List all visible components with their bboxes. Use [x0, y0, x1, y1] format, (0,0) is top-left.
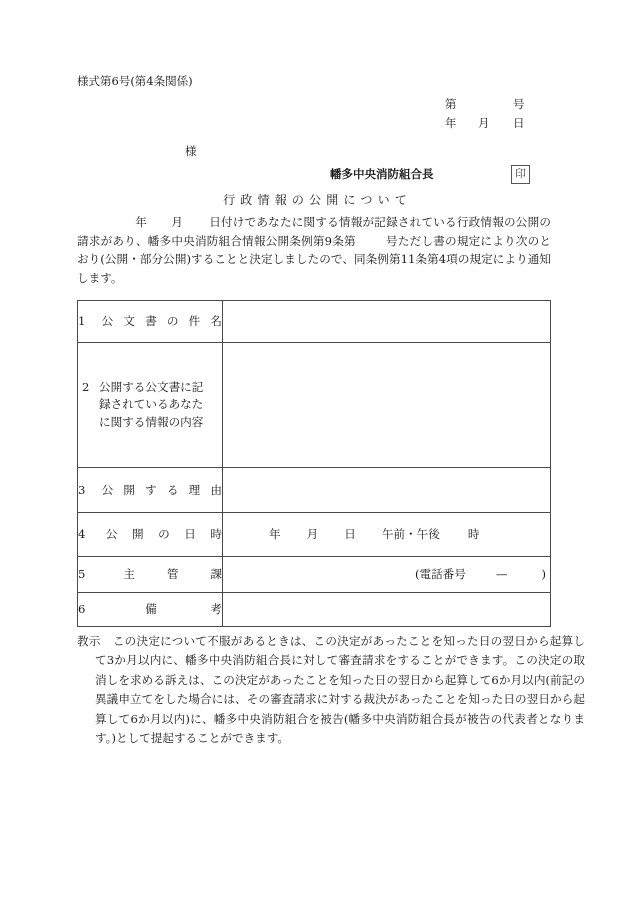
disclosure-month: 月: [306, 527, 319, 541]
instructions-block: [77, 632, 585, 748]
disclosure-year: 年: [269, 527, 281, 541]
row-label-bikou: [78, 593, 223, 627]
row-label-text: 公開の日時: [91, 527, 222, 541]
row-value-nichiji[interactable]: [223, 513, 551, 557]
issue-date-year: 年: [445, 116, 457, 130]
issuer-name: 幡多中央消防組合長: [330, 167, 434, 181]
disclosure-day: 日: [344, 527, 356, 541]
row-value-bikou[interactable]: [223, 593, 551, 627]
row-number: 3: [78, 482, 86, 497]
row-value-riyuu[interactable]: [223, 468, 551, 513]
row-value-shokan-ka[interactable]: [223, 557, 551, 593]
body-paragraph: [77, 213, 551, 287]
body-main-text: 日付けであなたに関する情報が記録されている行政情報の公開の請求があり、幡多中央消防組合情報公開条例第9条第: [77, 215, 551, 248]
instructions-label: 教示: [77, 634, 101, 648]
body-date-month: 月: [171, 215, 183, 229]
form-table: [77, 300, 551, 627]
document-number-prefix: 第: [445, 97, 457, 111]
instructions-text: この決定について不服があるときは、この決定があったことを知った日の翌日から起算して3か月以内に、幡多中央消防組合長に対して審査請求をすることができます。この決定の取消しを求める訴えは、この決定があったことを知った日の翌日から起算して6か月以内(前記の異議申立てをした場合には、その審査請求に対する裁決があったことを知った日の翌日から起算して6か月以内)に、幡多中央消防組合を被告(幡多中央消防組合長が被告の代表者となります。)として提起することができます。: [95, 634, 585, 746]
row-value-kenmei[interactable]: [223, 301, 551, 343]
table-row: [78, 593, 551, 627]
table-row: [78, 468, 551, 513]
form-number: 様式第6号(第4条関係): [77, 74, 193, 88]
row-number: 5: [78, 567, 86, 581]
row-label-line-3: に関する情報の内容: [99, 414, 204, 429]
row-number: 2: [82, 379, 90, 394]
row-label-text: 公文書の件名: [91, 314, 222, 328]
telephone-label: (電話番号: [414, 567, 466, 581]
disclosure-hour: 時: [467, 527, 480, 541]
issue-date-month: 月: [478, 116, 490, 130]
addressee-honorific: 様: [185, 144, 197, 158]
row-label-shokan-ka: [78, 557, 223, 593]
body-clause-tail: 号ただし書の規定により次のとおり(公開・部分公開)することと決定しましたので、同条例第11条第4項の規定により通知します。: [77, 233, 551, 285]
telephone-close-paren: ): [541, 567, 546, 581]
disclosure-ampm: 午前・午後: [381, 527, 440, 541]
row-label-text: 主管課: [91, 567, 222, 581]
issue-date-day: 日: [513, 116, 525, 130]
row-label-riyuu: [78, 468, 223, 513]
row-value-kaiji-naiyou[interactable]: [223, 343, 551, 468]
row-label-line-1: 公開する公文書に記: [99, 379, 204, 394]
row-label-line-2: 録されているあなた: [99, 397, 204, 412]
table-row: [78, 301, 551, 343]
row-number: 1: [78, 314, 86, 328]
table-row: [78, 513, 551, 557]
telephone-dash: —: [495, 567, 508, 581]
row-label-text: 備考: [91, 602, 222, 616]
page-title: 行政情報の公開について: [223, 193, 413, 207]
row-label-text: 公開する理由: [91, 482, 222, 497]
row-label-nichiji: [78, 513, 223, 557]
row-number: 4: [78, 527, 86, 541]
body-date-year: 年: [135, 215, 147, 229]
seal-stamp-icon: 印: [511, 165, 530, 184]
row-label-kenmei: [78, 301, 223, 343]
table-row: [78, 557, 551, 593]
table-row: [78, 343, 551, 468]
row-number: 6: [78, 602, 86, 616]
document-number-suffix: 号: [513, 97, 525, 111]
row-label-kaiji-naiyou: [78, 343, 223, 468]
